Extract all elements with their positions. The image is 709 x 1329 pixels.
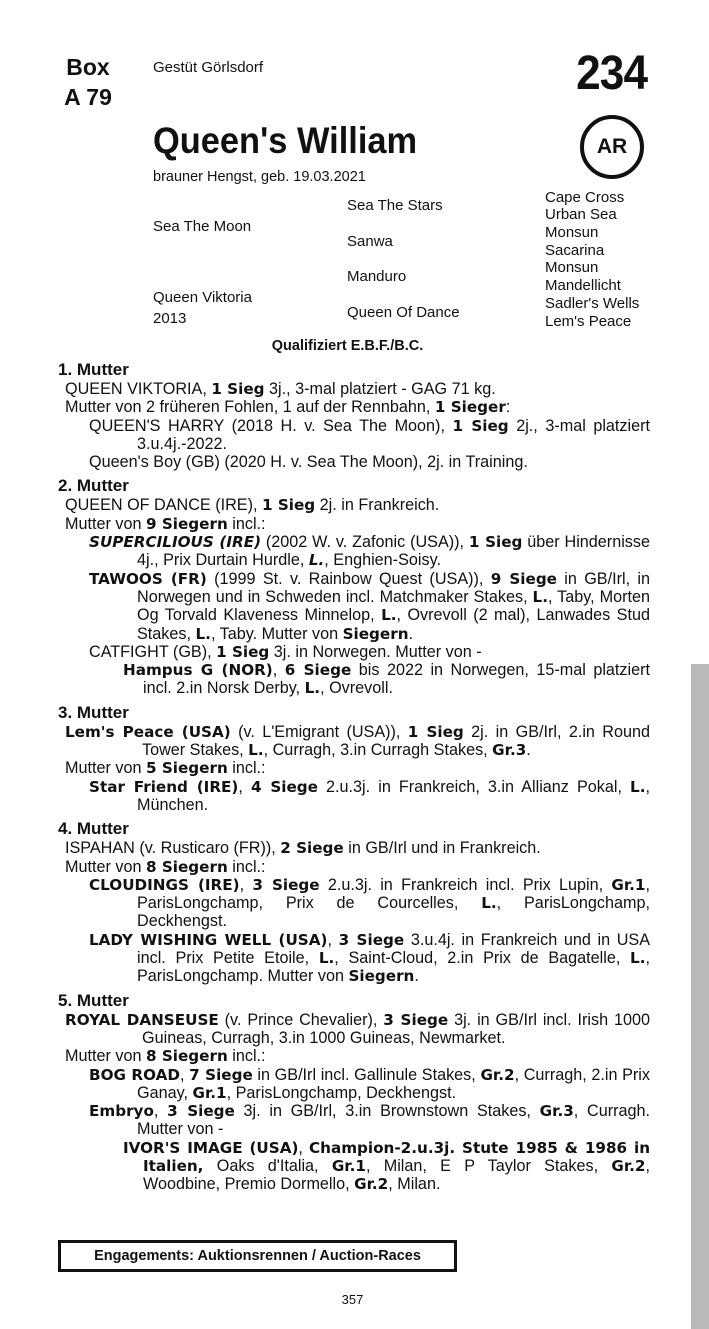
text-run: , [298, 1138, 310, 1157]
bold-text-run: Gr.2 [611, 1156, 646, 1175]
dam-entry [58, 380, 650, 398]
bold-text-run: L. [481, 894, 497, 913]
bold-text-run: L. [248, 741, 264, 760]
bold-text-run: 9 Siege [490, 569, 557, 588]
offspring-entry [58, 1066, 650, 1103]
offspring-entry [58, 876, 650, 931]
horse-name: Queen's William [153, 120, 418, 161]
bold-text-run: TAWOOS (FR) [89, 569, 207, 588]
text-run: QUEEN VIKTORIA, [65, 380, 212, 398]
offspring-entry [58, 643, 650, 661]
qualification: Qualifiziert E.B.F./B.C. [271, 338, 424, 354]
text-run: (v. Prince Chevalier), [218, 1010, 384, 1029]
bold-text-run: L. [195, 624, 211, 643]
bold-text-run: L. [318, 949, 335, 968]
bold-text-run: 3 Siege [252, 875, 320, 894]
engagements-box: Engagements: Auktionsrennen / Auction-Races [58, 1240, 457, 1272]
bold-text-run: Siegern [348, 967, 415, 986]
text-run: 2j. in Frankreich. [315, 496, 440, 515]
offspring-entry [58, 1102, 650, 1139]
pedigree-ggp-7: Sadler's Wells [545, 295, 640, 312]
bold-text-run: BOG ROAD [89, 1065, 180, 1084]
text-run: , Woodbine, Premio Dormello, [143, 1156, 650, 1194]
bold-text-run: Lem's Peace (USA) [65, 722, 231, 741]
bold-text-run: 3 Siege [383, 1010, 449, 1029]
bold-text-run: Gr.3 [539, 1102, 574, 1121]
text-run: 2j. in GB/Irl, 2.in Round Tower Stakes, [142, 722, 650, 760]
text-run: Mutter von 2 früheren Fohlen, 1 auf der Rennbahn, [65, 398, 435, 417]
offspring-entry [58, 417, 650, 454]
text-run: , Saint-Cloud, 2.in Prix de Bagatelle, [334, 949, 631, 968]
pedigree-ggp-8: Lem's Peace [545, 313, 632, 330]
bold-text-run: Gr.1 [331, 1156, 366, 1175]
section-1-mutter [58, 360, 650, 471]
dam-entry [58, 1011, 650, 1048]
bold-text-run: 1 Sieger [434, 398, 506, 417]
text-run: 3j. in GB/Irl incl. Irish 1000 Guineas, Curragh, 3.in 1000 Guineas, Newmarket. [142, 1010, 650, 1047]
dam-entry [58, 723, 650, 760]
page-number: 357 [341, 1292, 364, 1307]
bold-text-run: 6 Siege [284, 661, 352, 680]
text-run: (1999 St. v. Rainbow Quest (USA)), [206, 569, 491, 588]
bold-text-run: 1 Sieg [216, 642, 270, 661]
ar-badge-icon [580, 115, 644, 179]
pedigree-ggp-4: Sacarina [545, 242, 605, 259]
text-run: , Curragh, 2.in Prix Ganay, [137, 1065, 650, 1102]
bold-text-run: 1 Sieg [452, 416, 509, 435]
offspring-entry [58, 570, 650, 643]
text-run: Mutter von [65, 1047, 146, 1066]
text-run: ISPAHAN (v. Rusticaro (FR)), [65, 839, 281, 858]
offspring-summary [58, 759, 650, 777]
text-run: in GB/Irl und in Frankreich. [343, 839, 541, 858]
bold-text-run: 8 Siegern [145, 1047, 228, 1066]
bold-text-run: 1 Sieg [211, 380, 265, 398]
bold-text-run: Siegern [342, 624, 409, 643]
bold-text-run: Gr.1 [611, 875, 646, 894]
text-run: incl.: [227, 514, 266, 533]
text-run: , [238, 777, 251, 796]
offspring-summary [58, 515, 650, 533]
bold-text-run: CLOUDINGS (IRE) [89, 875, 240, 894]
text-run: CATFIGHT (GB), [89, 642, 217, 661]
text-run: , ParisLongchamp. Mutter von [137, 949, 650, 986]
text-run: Oaks d'Italia, [203, 1156, 332, 1175]
text-run: , Curragh, 3.in Curragh Stakes, [263, 741, 493, 760]
bold-text-run: SUPERCILIOUS (IRE) [89, 533, 262, 552]
bold-text-run: 3 Siege [338, 930, 405, 949]
bold-text-run: Gr.2 [354, 1175, 389, 1194]
bold-text-run: 1 Sieg [407, 722, 464, 741]
text-run: incl.: [227, 1047, 266, 1066]
offspring-entry [58, 931, 650, 986]
offspring-entry [58, 533, 650, 570]
bold-text-run: IVOR'S IMAGE (USA) [123, 1138, 299, 1157]
text-run: 3j., 3-mal platziert - GAG 71 kg. [264, 380, 496, 398]
dam-entry [58, 496, 650, 514]
text-run: QUEEN OF DANCE (IRE), [65, 496, 262, 515]
text-run: , ParisLongchamp, Deckhengst. [137, 894, 650, 931]
bold-text-run: Embryo [89, 1102, 154, 1121]
pedigree-ggp-2: Urban Sea [545, 206, 617, 223]
text-run: , [179, 1065, 190, 1084]
bold-text-run: Hampus G (NOR) [123, 661, 273, 680]
text-run: 3.u.4j. in Frankreich und in USA incl. Prix Petite Etoile, [137, 930, 650, 968]
bold-text-run: L. [381, 606, 397, 625]
box-number: A 79 [64, 84, 112, 110]
bold-text-run: Gr.3 [492, 741, 527, 760]
text-run: 2j., 3-mal platziert 3.u.4j.-2022. [137, 416, 651, 453]
offspring-summary [58, 398, 650, 416]
text-run: QUEEN'S HARRY (2018 H. v. Sea The Moon), [89, 416, 453, 435]
text-run: , ParisLongchamp, Prix de Courcelles, [137, 875, 650, 913]
bold-text-run: 8 Siegern [145, 857, 228, 876]
text-run: : [505, 398, 511, 417]
grand-offspring-entry [58, 661, 650, 698]
dam-entry [58, 839, 650, 857]
text-run: , Enghien-Soisy. [324, 551, 441, 570]
bold-text-run: Gr.1 [192, 1083, 227, 1102]
text-run: , [153, 1102, 168, 1121]
bold-text-run: L. [304, 679, 321, 698]
bold-text-run: L. [630, 949, 646, 968]
text-run: , [327, 930, 339, 949]
text-run: (v. L'Emigrant (USA)), [230, 722, 408, 741]
pedigree-dam: Queen Viktoria [153, 289, 252, 306]
text-run: , Curragh. Mutter von - [137, 1102, 650, 1139]
text-run: 2.u.3j. in Frankreich, 3.in Allianz Pokal, [317, 777, 631, 796]
text-run: , München. [137, 777, 650, 814]
section-title: 1. Mutter [58, 360, 129, 379]
pedigree-dam-sire: Manduro [347, 268, 407, 285]
pedigree-ggp-5: Monsun [545, 259, 599, 276]
bold-text-run: 4 Siege [250, 777, 318, 796]
text-run: über Hindernisse 4j., Prix Durtain Hurdle, [137, 533, 650, 570]
text-run: 2.u.3j. in Frankreich incl. Prix Lupin, [319, 875, 612, 894]
text-run: (2002 W. v. Zafonic (USA)), [261, 533, 469, 552]
offspring-summary [58, 858, 650, 876]
text-run: bis 2022 in Norwegen, 15-mal platziert incl. 2.in Norsk Derby, [143, 661, 650, 698]
bold-text-run: 7 Siege [189, 1065, 253, 1084]
section-2-mutter [58, 476, 650, 697]
text-run: incl.: [227, 857, 266, 876]
text-run: 3j. in GB/Irl, 3.in Brownstown Stakes, [234, 1102, 540, 1121]
text-run: , ParisLongchamp, Deckhengst. [226, 1083, 457, 1102]
offspring-entry [58, 453, 650, 471]
text-run: , Taby, Morten Og Torvald Klaveness Minnelop, [137, 587, 650, 625]
pedigree-dam-dam: Queen Of Dance [347, 304, 460, 321]
family-content [58, 360, 650, 1199]
pedigree-sire-sire: Sea The Stars [347, 197, 443, 214]
section-title: 4. Mutter [58, 819, 129, 839]
pedigree-sire: Sea The Moon [153, 218, 252, 235]
text-run: incl.: [227, 759, 266, 778]
pedigree-ggp-6: Mandellicht [545, 277, 621, 294]
text-run: , [272, 661, 285, 680]
bold-text-run: 9 Siegern [145, 514, 228, 533]
lot-number: 234 [576, 47, 647, 100]
text-run: , Taby. Mutter von [210, 624, 343, 643]
section-title: 5. Mutter [58, 990, 129, 1010]
bold-text-run: 1 Sieg [468, 533, 523, 552]
bold-text-run: 2 Siege [280, 839, 344, 858]
bold-text-run: ROYAL DANSEUSE [65, 1010, 219, 1029]
offspring-summary [58, 1047, 650, 1065]
pedigree-dam-year: 2013 [153, 310, 187, 327]
bold-text-run: 5 Siegern [145, 759, 228, 778]
text-run: , Ovrevoll (2 mal), Lanwades Stud Stakes, [137, 606, 650, 643]
text-run: , Ovrevoll. [320, 679, 393, 698]
bold-text-run: L. [308, 551, 325, 570]
text-run: 3j. in Norwegen. Mutter von - [269, 642, 482, 661]
pedigree-sire-dam: Sanwa [347, 233, 393, 250]
text-run: in GB/Irl incl. Gallinule Stakes, [252, 1065, 481, 1084]
text-run: in GB/Irl, in Norwegen und in Schweden incl. Matchmaker Stakes, [137, 569, 650, 606]
text-run: Mutter von [65, 759, 146, 778]
text-run: Mutter von [65, 514, 146, 533]
box-label [60, 52, 116, 112]
text-run: . [408, 624, 414, 643]
text-run: . [526, 741, 531, 760]
scrollbar[interactable] [691, 664, 709, 1329]
section-title: 3. Mutter [58, 702, 129, 722]
bold-text-run: Champion-2.u.3j. Stute 1985 & 1986 in Italien, [143, 1138, 651, 1175]
ar-badge-label: AR [596, 135, 628, 158]
bold-text-run: L. [630, 777, 646, 796]
pedigree-ggp-1: Cape Cross [545, 189, 625, 206]
box-word: Box [66, 54, 110, 80]
section-3-mutter [58, 703, 650, 814]
text-run: , Milan. [388, 1175, 441, 1194]
bold-text-run: Gr.2 [480, 1065, 515, 1084]
breeder: Gestüt Görlsdorf [153, 59, 264, 76]
horse-description: brauner Hengst, geb. 19.03.2021 [153, 169, 366, 185]
bold-text-run: L. [532, 587, 548, 606]
text-run: , [239, 875, 253, 894]
text-run: . [414, 967, 419, 986]
offspring-entry [58, 778, 650, 815]
bold-text-run: 3 Siege [167, 1102, 235, 1121]
section-4-mutter [58, 819, 650, 985]
grand-offspring-entry [58, 1139, 650, 1194]
text-run: Mutter von [65, 857, 146, 876]
bold-text-run: LADY WISHING WELL (USA) [89, 930, 328, 949]
section-5-mutter [58, 991, 650, 1194]
section-title: 2. Mutter [58, 476, 129, 496]
pedigree-ggp-3: Monsun [545, 224, 599, 241]
text-run: , Milan, E P Taylor Stakes, [365, 1156, 612, 1175]
bold-text-run: 1 Sieg [261, 496, 316, 515]
bold-text-run: Star Friend (IRE) [89, 777, 239, 796]
text-run: Queen's Boy (GB) (2020 H. v. Sea The Moon), 2j. in Training. [89, 453, 528, 472]
